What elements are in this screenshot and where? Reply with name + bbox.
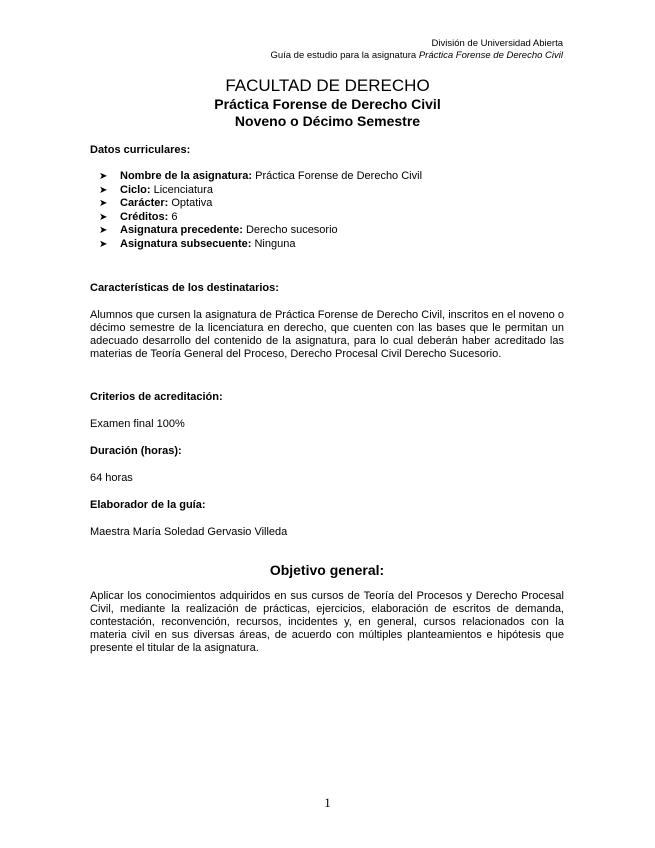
author-heading: Elaborador de la guía: [90, 498, 206, 511]
page-number: 1 [324, 795, 331, 810]
author-text: Maestra María Soledad Gervasio Villeda [90, 525, 288, 538]
accreditation-heading: Criterios de acreditación: [90, 390, 223, 403]
item-value: Ninguna [254, 237, 296, 250]
recipients-text: Alumnos que cursen la asignatura de Práctica Forense de Derecho Civil, inscritos en el noveno o décimo semestre de la licenciatura en derecho, que cuenten con las bases que le permitan un adecuado desarrollo del contenido de la asignatura, para lo cual deberán haber acreditado las materias de Teoría General del Proceso, Derecho Procesal Civil Derecho Sucesorio. [90, 308, 564, 360]
item-value: Licenciatura [153, 183, 213, 196]
item-label: Asignatura precedente: [120, 224, 243, 237]
duration-text: 64 horas [90, 471, 133, 484]
title-block [0, 76, 655, 130]
arrowhead-bullet-icon: ➤ [99, 171, 108, 182]
item-label: Créditos: [120, 210, 169, 223]
item-value: 6 [171, 210, 178, 223]
arrowhead-bullet-icon: ➤ [99, 184, 108, 196]
duration-heading: Duración (horas): [90, 444, 182, 457]
list-item [90, 224, 564, 238]
item-value: Práctica Forense de Derecho Civil [255, 170, 423, 182]
arrowhead-bullet-icon: ➤ [99, 238, 108, 250]
list-item [90, 184, 564, 198]
list-item [90, 238, 564, 252]
item-value: Derecho sucesorio [245, 224, 338, 237]
header-division: División de Universidad Abierta [431, 38, 563, 49]
curricular-heading: Datos curriculares: [90, 144, 191, 156]
list-item [90, 197, 564, 211]
semester-title: Noveno o Décimo Semestre [234, 113, 421, 129]
faculty-title: FACULTAD DE DERECHO [225, 76, 430, 95]
list-item [90, 211, 564, 225]
objective-heading: Objetivo general: [269, 561, 385, 578]
item-label: Ciclo: [120, 183, 151, 196]
item-label: Carácter: [120, 197, 169, 210]
header-guide-prefix: Guía de estudio para la asignatura [270, 50, 419, 61]
list-item [90, 170, 564, 184]
arrowhead-bullet-icon: ➤ [99, 225, 108, 237]
objective-text: Aplicar los conocimientos adquiridos en sus cursos de Teoría del Procesos y Derecho Procesal Civil, mediante la realización de prácticas, ejercicios, elaboración de escritos de demanda, contestación, reconvención, recursos, incidentes y, en general, cursos relacionados con la materia civil en sus diversas áreas, de acuerdo con múltiples planteamientos e hipótesis que presente el titular de la asignatura. [90, 589, 564, 654]
item-value: Optativa [171, 197, 213, 210]
header-guide [270, 50, 563, 62]
header-guide-subject: Práctica Forense de Derecho Civil [418, 50, 563, 61]
item-label: Nombre de la asignatura: [120, 170, 253, 182]
running-header [270, 38, 563, 62]
arrowhead-bullet-icon: ➤ [99, 211, 108, 223]
document-body [90, 144, 564, 655]
curricular-list [90, 170, 564, 252]
recipients-heading: Características de los destinatarios: [90, 281, 279, 294]
arrowhead-bullet-icon: ➤ [99, 198, 108, 210]
course-title: Práctica Forense de Derecho Civil [214, 96, 441, 112]
accreditation-text: Examen final 100% [90, 417, 185, 430]
item-label: Asignatura subsecuente: [120, 237, 252, 250]
